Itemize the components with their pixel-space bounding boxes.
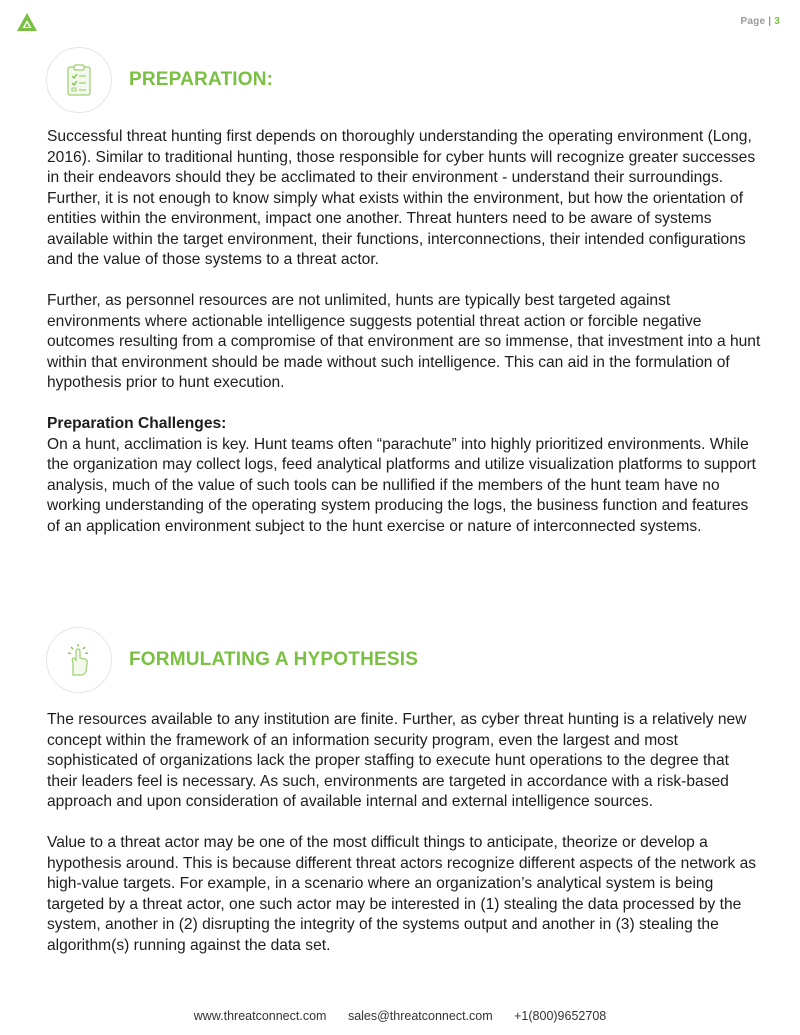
section-header-hypothesis [46, 626, 418, 694]
paragraph: Further, as personnel resources are not unlimited, hunts are typically best targeted against environments where actionable intelligence suggests potential threat action or forcible negative outcomes resulting from a compromise of that environment are so immense, that investment into a hunt within that environment should be made without such intelligence. This can aid in the formulation of hypothesis prior to hunt execution. [47, 292, 761, 391]
checklist-clipboard-icon [64, 63, 94, 97]
paragraph: Value to a threat actor may be one of the most difficult things to anticipate, theorize or develop a hypothesis around. This is because different threat actors recognize different aspects of the network as high-value targets. For example, in a scenario where an organization’s analytical system is being targeted by a threat actor, one such actor may be interested in (1) stealing the data processed by the system, another in (2) disrupting the integrity of the systems output and another in (3) stealing the algorithm(s) running against the data set. [47, 834, 757, 954]
footer-phone: +1(800)9652708 [514, 1009, 607, 1023]
footer-website-link[interactable]: www.threatconnect.com [193, 1009, 327, 1023]
section-icon-circle [46, 627, 112, 693]
page-number: 3 [774, 16, 780, 27]
threatconnect-logo-icon [16, 12, 38, 32]
paragraph: On a hunt, acclimation is key. Hunt teams often “parachute” into highly prioritized environments. While the organization may collect logs, feed analytical platforms and utilize visualization platforms to support analysis, much of the value of such tools can be nullified if the members of the hunt team have no working understanding of the operating system producing the logs, the business function and features of an application environment subject to the hunt exercise or nature of interconnected systems. [47, 435, 757, 535]
idea-hand-icon [63, 643, 95, 677]
page-separator: | [768, 16, 772, 27]
section-title: FORMULATING A HYPOTHESIS [129, 649, 419, 670]
page-number-label [741, 16, 780, 27]
paragraph: Successful threat hunting first depends on thoroughly understanding the operating environment (Long, 2016). Similar to traditional hunting, those responsible for cyber hunts will recognize greater successes in their endeavors should they be acclimated to their environment - understand their surroundings. Further, it is not enough to know simply what exists within the environment, but how the orientation of entities within the environment, impact one another. Threat hunters need to be aware of systems available within the target environment, their functions, interconnections, their intended configurations and the value of those systems to a threat actor. [47, 128, 756, 268]
subheading: Preparation Challenges: [47, 415, 227, 432]
footer-contact [0, 1009, 800, 1023]
section-title: PREPARATION: [129, 69, 274, 90]
section-body-preparation [47, 127, 762, 537]
paragraph: The resources available to any institution are finite. Further, as cyber threat hunting is a relatively new concept within the framework of an information security program, even the largest and most sophisticated of organizations lack the proper staffing to execute hunt operations to the degree that their leaders feel is necessary. As such, environments are targeted in accordance with a risk-based approach and upon consideration of available internal and external intelligence sources. [47, 711, 747, 810]
page-label: Page [740, 16, 766, 27]
section-icon-circle [46, 47, 112, 113]
section-body-hypothesis [47, 710, 762, 956]
section-header-preparation [46, 46, 273, 114]
footer-email-link[interactable]: sales@threatconnect.com [347, 1009, 493, 1023]
